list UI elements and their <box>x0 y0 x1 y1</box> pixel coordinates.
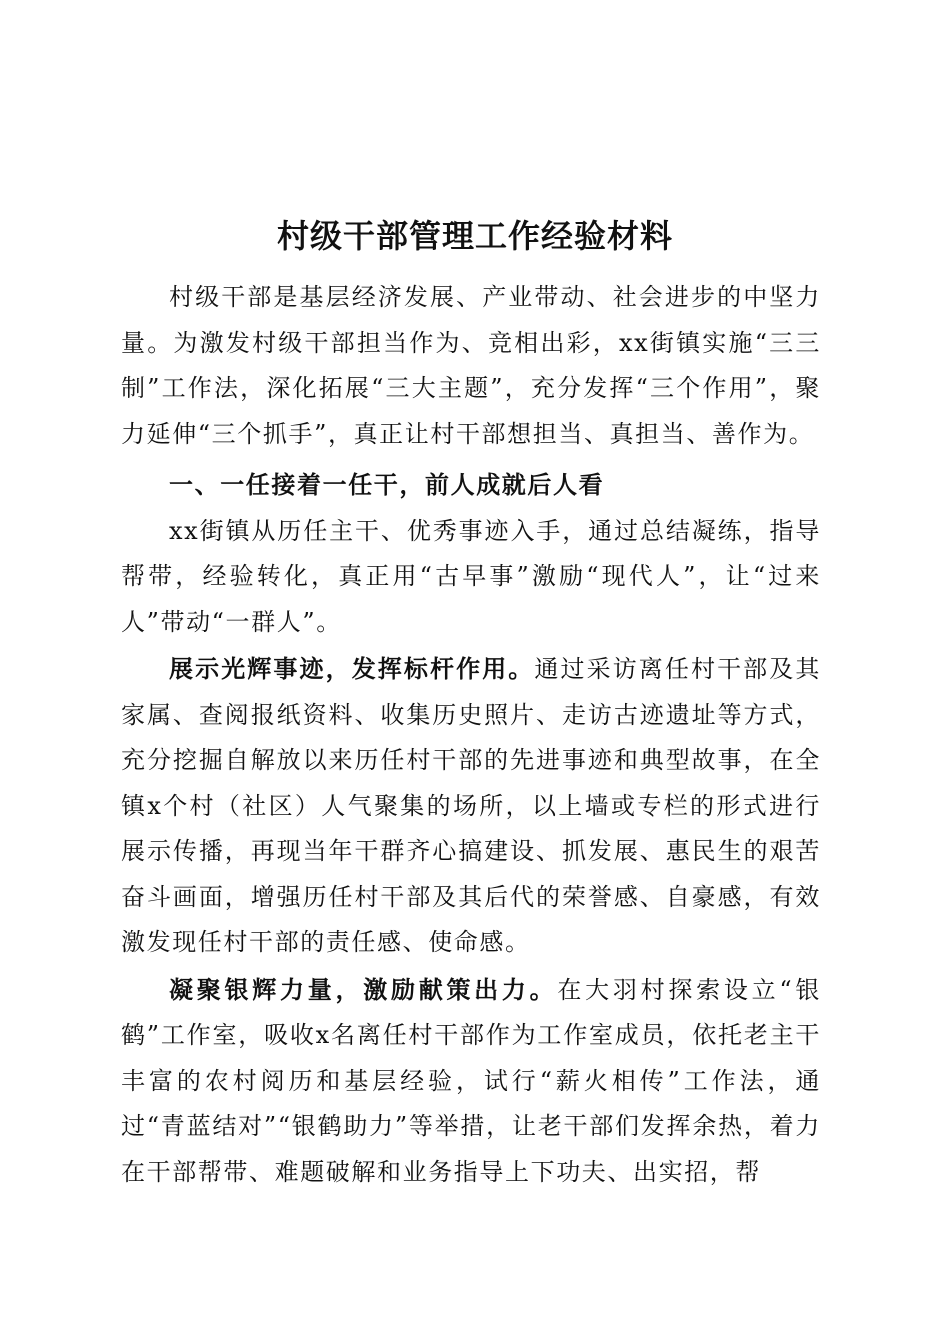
section-heading: 一、一任接着一任干，前人成就后人看 <box>169 471 605 499</box>
item-paragraph-1 <box>121 647 821 966</box>
item-lead-2: 凝聚银辉力量，激励献策出力。 <box>169 975 558 1004</box>
document-title: 村级干部管理工作经验材料 <box>276 217 673 255</box>
item-lead-1: 展示光辉事迹，发挥标杆作用。 <box>169 655 535 683</box>
intro-paragraph: 村级干部是基层经济发展、产业带动、社会进步的中坚力量。为激发村级干部担当作为、竞相出彩，xx街镇实施“三三制”工作法，深化拓展“三大主题”，充分发挥“三个作用”，聚力延伸“三个抓手”，真正让村干部想担当、真担当、善作为。 <box>121 283 821 448</box>
item-paragraph-2 <box>121 968 821 1196</box>
section-summary-paragraph: xx街镇从历任主干、优秀事迹入手，通过总结凝练，指导帮带，经验转化，真正用“古早事”激励“现代人”，让“过来人”带动“一群人”。 <box>121 516 821 636</box>
item-text-1: 通过采访离任村干部及其家属、查阅报纸资料、收集历史照片、走访古迹遗址等方式，充分挖掘自解放以来历任村干部的先进事迹和典型故事，在全镇x个村（社区）人气聚集的场所，以上墙或专栏的形式进行展示传播，再现当年干群齐心搞建设、抓发展、惠民生的艰苦奋斗画面，增强历任村干部及其后代的荣誉感、自豪感，有效激发现任村干部的责任感、使命感。 <box>121 655 821 956</box>
item-text-2: 在大羽村探索设立“银鹤”工作室，吸收x名离任村干部作为工作室成员，依托老主干丰富的农村阅历和基层经验，试行“薪火相传”工作法，通过“青蓝结对”“银鹤助力”等举措，让老干部们发挥余热，着力在干部帮带、难题破解和业务指导上下功夫、出实招，帮 <box>121 975 821 1186</box>
document-body <box>121 275 821 1195</box>
